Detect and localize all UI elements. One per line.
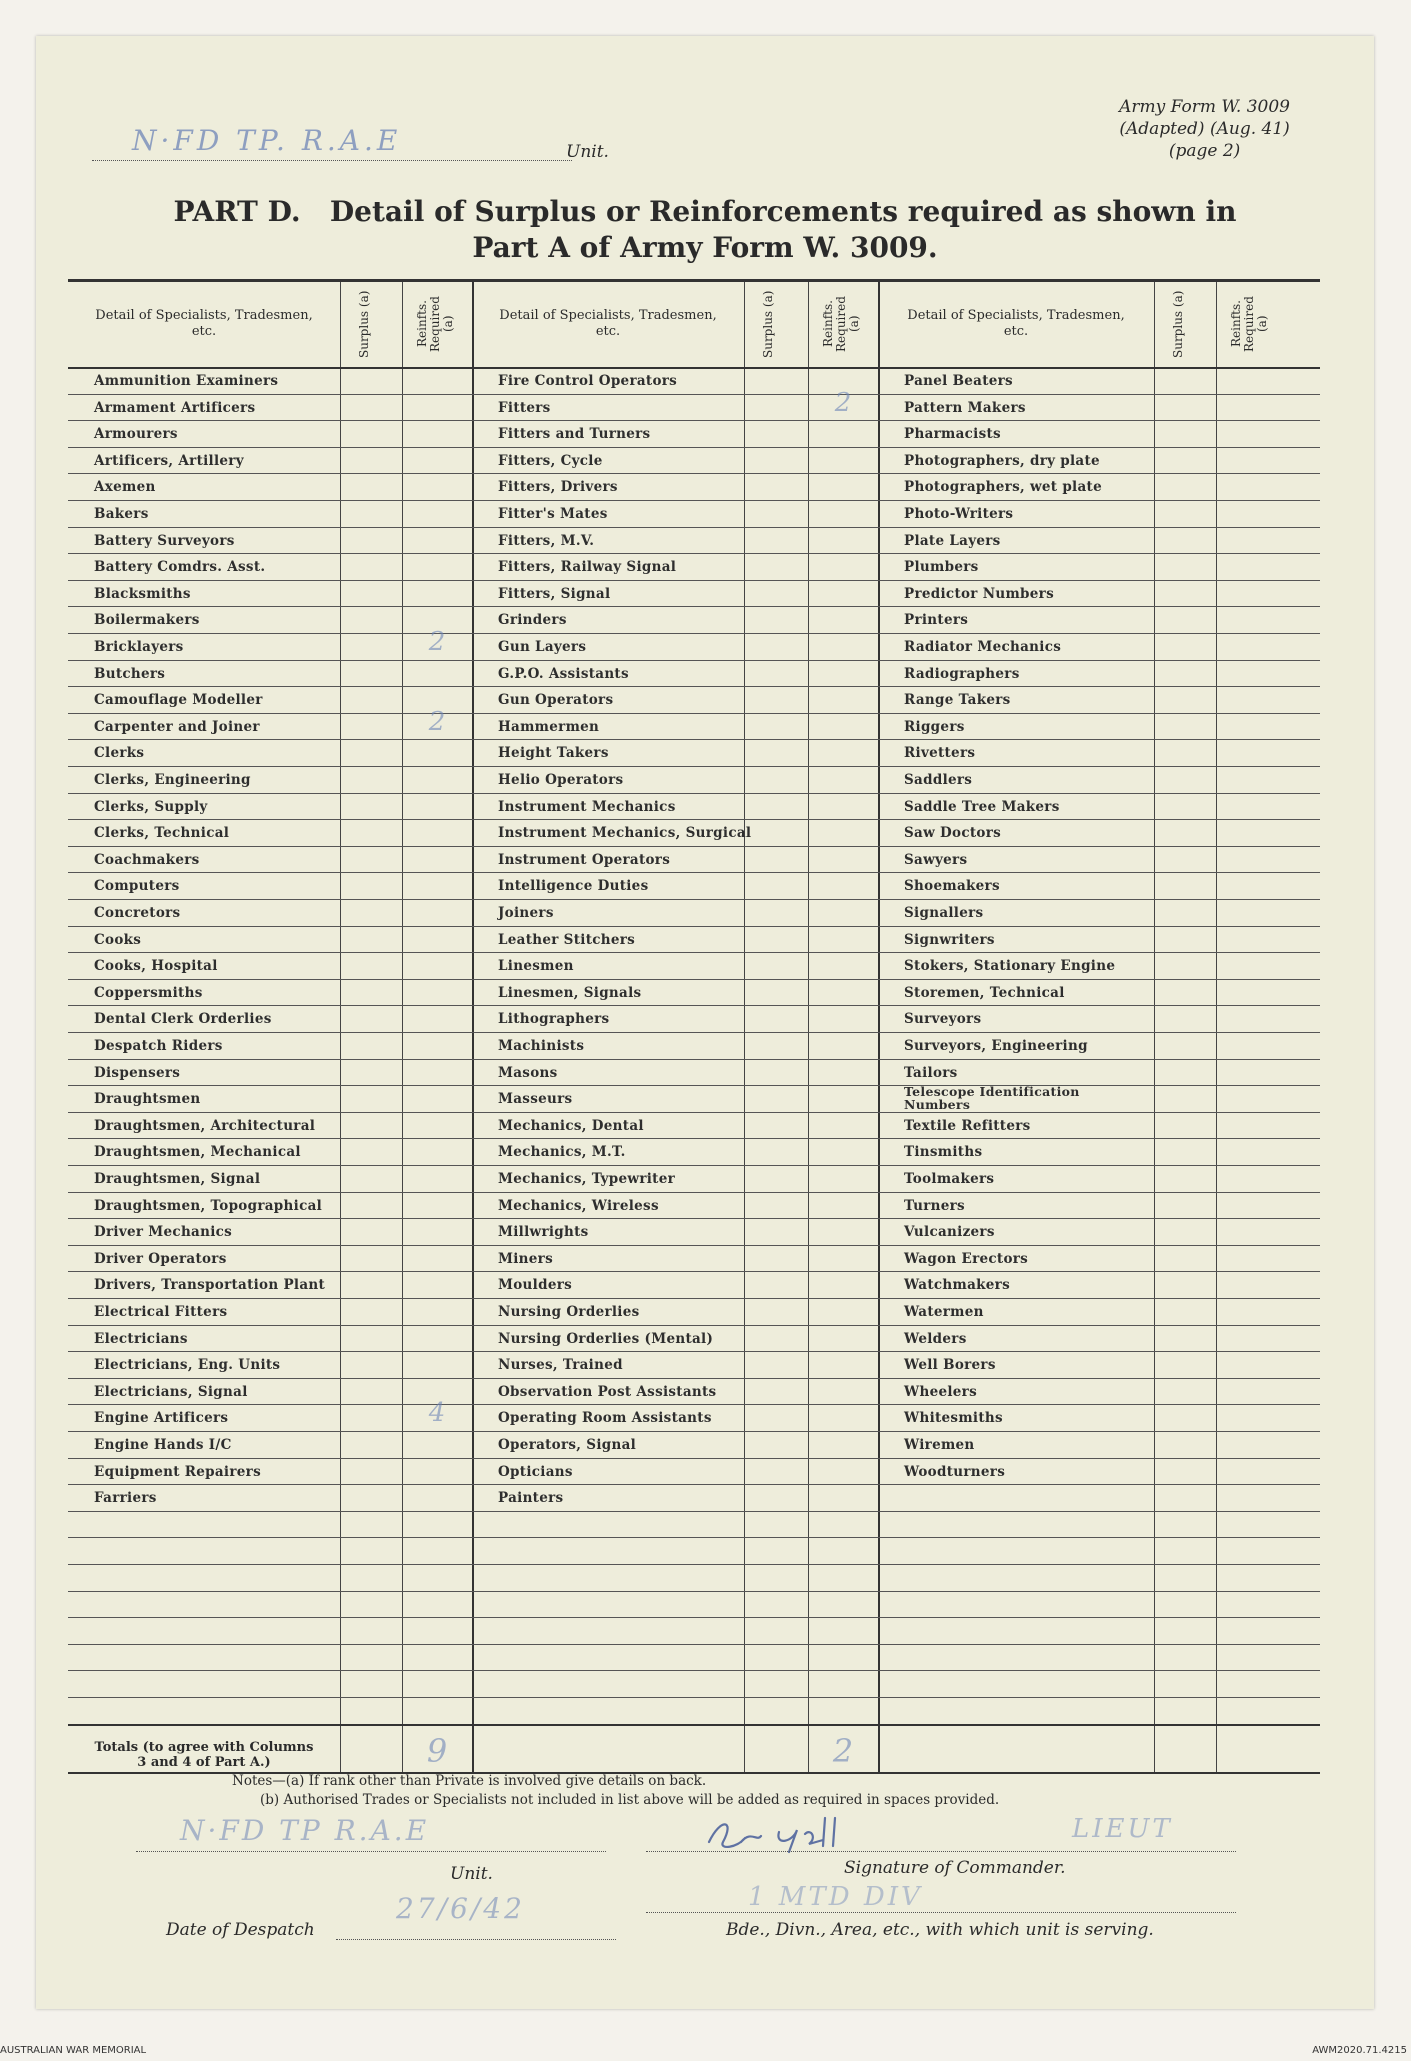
row-rule bbox=[68, 872, 1320, 873]
header-reinfts: Reinfts. Required (a) bbox=[1229, 296, 1269, 352]
list-item: Vulcanizers bbox=[904, 1224, 995, 1241]
list-item: Observation Post Assistants bbox=[498, 1383, 717, 1400]
list-item: Fitter's Mates bbox=[498, 506, 608, 522]
list-item: Gun Layers bbox=[498, 639, 587, 655]
header-detail: Detail of Specialists, Tradesmen, etc. bbox=[499, 308, 717, 339]
list-item: Dental Clerk Orderlies bbox=[94, 1011, 272, 1028]
signature-scribble bbox=[701, 1812, 851, 1856]
list-item: Nursing Orderlies bbox=[498, 1304, 640, 1320]
list-item: Nurses, Trained bbox=[498, 1357, 623, 1374]
row-rule bbox=[68, 580, 1320, 581]
list-item: Signwriters bbox=[904, 931, 995, 948]
list-item: Height Takers bbox=[498, 745, 609, 762]
list-item: Farriers bbox=[94, 1490, 157, 1507]
list-item: Concretors bbox=[94, 905, 181, 921]
unit-handwritten: N·FD TP. R.A.E bbox=[132, 124, 402, 157]
reinfts-entry: 2 bbox=[428, 627, 446, 657]
list-item: Wheelers bbox=[904, 1383, 977, 1400]
row-rule bbox=[68, 1670, 1320, 1671]
list-item: Surveyors, Engineering bbox=[904, 1038, 1088, 1054]
list-item: Instrument Mechanics, Surgical bbox=[498, 825, 752, 842]
row-rule bbox=[68, 979, 1320, 980]
list-item: Electricians, Eng. Units bbox=[94, 1357, 281, 1374]
form-sheet bbox=[36, 36, 1374, 2009]
list-item: Operators, Signal bbox=[498, 1437, 637, 1453]
row-rule bbox=[68, 1484, 1320, 1485]
row-rule bbox=[68, 1591, 1320, 1592]
list-item: Mechanics, Wireless bbox=[498, 1197, 659, 1214]
list-item: Saddle Tree Makers bbox=[904, 798, 1060, 815]
list-item: Electrical Fitters bbox=[94, 1304, 228, 1320]
list-item: Machinists bbox=[498, 1038, 585, 1054]
date-label: Date of Despatch bbox=[166, 1920, 315, 1940]
header-reinfts: Reinfts. Required (a) bbox=[415, 296, 455, 352]
header-detail: Detail of Specialists, Tradesmen, etc. bbox=[95, 308, 313, 339]
list-item: Clerks, Supply bbox=[94, 798, 208, 815]
row-rule bbox=[68, 1458, 1320, 1459]
list-item: Whitesmiths bbox=[904, 1410, 1003, 1427]
list-item: Grinders bbox=[498, 612, 567, 629]
total-reinfts: 2 bbox=[832, 1731, 854, 1770]
list-item: Draughtsmen, Mechanical bbox=[94, 1144, 301, 1161]
row-rule bbox=[68, 899, 1320, 900]
list-item: Saw Doctors bbox=[904, 825, 1002, 842]
row-rule bbox=[68, 1617, 1320, 1618]
column-divider bbox=[402, 282, 403, 1772]
commander-signature bbox=[701, 1812, 851, 1863]
reinfts-entry: 4 bbox=[428, 1398, 446, 1429]
list-item: Ammunition Examiners bbox=[94, 373, 279, 389]
row-rule bbox=[68, 1245, 1320, 1246]
specialists-table bbox=[68, 279, 1320, 1774]
signature-label: Signature of Commander. bbox=[844, 1858, 1066, 1878]
row-rule bbox=[68, 606, 1320, 607]
column-divider bbox=[744, 282, 745, 1772]
formation-line bbox=[646, 1912, 1236, 1913]
list-item: Instrument Mechanics bbox=[498, 798, 676, 815]
list-item: Equipment Repairers bbox=[94, 1463, 261, 1480]
list-item: Moulders bbox=[498, 1277, 573, 1294]
row-rule bbox=[68, 1059, 1320, 1060]
row-rule bbox=[68, 500, 1320, 501]
formation-label: Bde., Divn., Area, etc., with which unit is serving. bbox=[726, 1920, 1154, 1940]
column-divider bbox=[808, 282, 809, 1772]
list-item: Tailors bbox=[904, 1064, 958, 1081]
list-item: Cooks bbox=[94, 931, 142, 948]
list-item: Wagon Erectors bbox=[904, 1250, 1029, 1267]
list-item: Radiator Mechanics bbox=[904, 639, 1062, 655]
row-rule bbox=[68, 686, 1320, 687]
list-item: Painters bbox=[498, 1490, 564, 1507]
credit-left: AUSTRALIAN WAR MEMORIAL bbox=[0, 2045, 147, 2056]
row-rule bbox=[68, 1511, 1320, 1512]
list-item: Mechanics, M.T. bbox=[498, 1144, 626, 1161]
form-ref-line1: Army Form W. 3009 bbox=[1119, 97, 1290, 117]
list-item: Photographers, wet plate bbox=[904, 479, 1102, 496]
header-rule bbox=[68, 367, 1320, 369]
list-item: Rivetters bbox=[904, 745, 976, 762]
row-rule bbox=[68, 1138, 1320, 1139]
page-title bbox=[36, 194, 1374, 266]
reinfts-entry: 2 bbox=[428, 706, 446, 737]
column-divider bbox=[340, 282, 341, 1772]
list-item: Draughtsmen, Architectural bbox=[94, 1117, 316, 1134]
list-item: Masons bbox=[498, 1064, 558, 1081]
list-item: Carpenter and Joiner bbox=[94, 718, 260, 735]
list-item: Driver Mechanics bbox=[94, 1224, 233, 1241]
list-item: Turners bbox=[904, 1197, 965, 1214]
list-item: Operating Room Assistants bbox=[498, 1410, 712, 1427]
note-a: Notes—(a) If rank other than Private is involved give details on back. bbox=[232, 1773, 707, 1789]
row-rule bbox=[68, 553, 1320, 554]
signature-line bbox=[646, 1851, 1236, 1852]
list-item: Signallers bbox=[904, 905, 984, 921]
list-item: Draughtsmen, Topographical bbox=[94, 1197, 323, 1214]
row-rule bbox=[68, 394, 1320, 395]
list-item: Engine Artificers bbox=[94, 1410, 229, 1427]
list-item: Panel Beaters bbox=[904, 373, 1013, 389]
row-rule bbox=[68, 846, 1320, 847]
list-item: Electricians, Signal bbox=[94, 1383, 248, 1400]
row-rule bbox=[68, 527, 1320, 528]
list-item: Radiographers bbox=[904, 665, 1020, 682]
list-item: Stokers, Stationary Engine bbox=[904, 958, 1116, 975]
list-item: Mechanics, Dental bbox=[498, 1117, 644, 1134]
totals-label: Totals (to agree with Columns 3 and 4 of Part A.) bbox=[94, 1739, 314, 1770]
row-rule bbox=[68, 952, 1320, 953]
row-rule bbox=[68, 1431, 1320, 1432]
list-item: Joiners bbox=[498, 905, 554, 921]
list-item: G.P.O. Assistants bbox=[498, 665, 629, 682]
form-ref-line2: (Adapted) (Aug. 41) bbox=[1119, 119, 1290, 139]
list-item: Gun Operators bbox=[498, 692, 614, 709]
row-rule bbox=[68, 1351, 1320, 1352]
column-group-divider bbox=[878, 282, 880, 1772]
formation-handwritten: 1 MTD DIV bbox=[748, 1882, 923, 1912]
list-item: Clerks, Technical bbox=[94, 825, 230, 842]
list-item: Saddlers bbox=[904, 772, 973, 788]
header-surplus: Surplus (a) bbox=[761, 290, 775, 358]
title-line2: Part A of Army Form W. 3009. bbox=[472, 231, 938, 264]
footer-unit-handwritten: N·FD TP R.A.E bbox=[180, 1814, 430, 1847]
credit-right: AWM2020.71.4215 bbox=[1312, 2045, 1407, 2056]
list-item: Fire Control Operators bbox=[498, 373, 678, 389]
list-item: Draughtsmen, Signal bbox=[94, 1171, 261, 1187]
list-item: Predictor Numbers bbox=[904, 585, 1054, 602]
column-divider bbox=[1216, 282, 1217, 1772]
row-rule bbox=[68, 447, 1320, 448]
form-reference bbox=[1119, 96, 1290, 162]
list-item: Watermen bbox=[904, 1304, 984, 1320]
list-item: Hammermen bbox=[498, 718, 600, 735]
column-group-divider bbox=[472, 282, 474, 1772]
list-item: Drivers, Transportation Plant bbox=[94, 1277, 326, 1294]
list-item: Driver Operators bbox=[94, 1250, 227, 1267]
list-item: Photo-Writers bbox=[904, 506, 1014, 522]
row-rule bbox=[68, 1644, 1320, 1645]
date-handwritten: 27/6/42 bbox=[396, 1892, 525, 1925]
list-item: Computers bbox=[94, 878, 180, 895]
row-rule bbox=[68, 633, 1320, 634]
list-item: Coachmakers bbox=[94, 851, 200, 868]
list-item: Nursing Orderlies (Mental) bbox=[498, 1330, 714, 1347]
list-item: Textile Refitters bbox=[904, 1117, 1031, 1134]
list-item: Electricians bbox=[94, 1330, 188, 1347]
totals-rule bbox=[68, 1724, 1320, 1726]
list-item: Well Borers bbox=[904, 1357, 996, 1374]
list-item: Masseurs bbox=[498, 1091, 573, 1108]
list-item: Range Takers bbox=[904, 692, 1011, 709]
list-item: Photographers, dry plate bbox=[904, 452, 1100, 469]
column-divider bbox=[1154, 282, 1155, 1772]
list-item: Armourers bbox=[94, 426, 178, 443]
footer-unit-label: Unit. bbox=[450, 1864, 493, 1884]
list-item: Bricklayers bbox=[94, 639, 184, 655]
row-rule bbox=[68, 819, 1320, 820]
rank-handwritten: LIEUT bbox=[1072, 1814, 1173, 1844]
list-item: Leather Stitchers bbox=[498, 931, 636, 948]
list-item: Woodturners bbox=[904, 1463, 1006, 1480]
row-rule bbox=[68, 1404, 1320, 1405]
list-item: Lithographers bbox=[498, 1011, 610, 1028]
list-item: Fitters, Cycle bbox=[498, 452, 603, 469]
row-rule bbox=[68, 1271, 1320, 1272]
list-item: Surveyors bbox=[904, 1011, 982, 1028]
list-item: Plumbers bbox=[904, 559, 979, 576]
list-item: Boilermakers bbox=[94, 612, 200, 629]
row-rule bbox=[68, 766, 1320, 767]
row-rule bbox=[68, 1165, 1320, 1166]
list-item: Blacksmiths bbox=[94, 585, 191, 602]
list-item: Pattern Makers bbox=[904, 399, 1026, 416]
list-item: Printers bbox=[904, 612, 969, 629]
list-item: Linesmen bbox=[498, 958, 574, 975]
row-rule bbox=[68, 660, 1320, 661]
list-item: Intelligence Duties bbox=[498, 878, 649, 895]
row-rule bbox=[68, 793, 1320, 794]
list-item: Riggers bbox=[904, 718, 965, 735]
date-line bbox=[336, 1939, 616, 1940]
list-item: Storemen, Technical bbox=[904, 984, 1065, 1001]
header-reinfts: Reinfts. Required (a) bbox=[821, 296, 861, 352]
list-item: Mechanics, Typewriter bbox=[498, 1171, 676, 1187]
list-item: Cooks, Hospital bbox=[94, 958, 218, 975]
reinfts-entry: 2 bbox=[834, 387, 852, 418]
form-ref-line3: (page 2) bbox=[1168, 141, 1241, 161]
list-item: Helio Operators bbox=[498, 772, 624, 788]
row-rule bbox=[68, 1537, 1320, 1538]
list-item: Fitters, Railway Signal bbox=[498, 559, 677, 576]
list-item: Fitters, Drivers bbox=[498, 479, 618, 496]
list-item: Butchers bbox=[94, 665, 166, 682]
footer-unit-line bbox=[136, 1851, 606, 1852]
unit-line bbox=[92, 160, 572, 161]
list-item: Wiremen bbox=[904, 1437, 975, 1453]
header-surplus: Surplus (a) bbox=[1171, 290, 1185, 358]
list-item: Dispensers bbox=[94, 1064, 181, 1081]
row-rule bbox=[68, 420, 1320, 421]
list-item: Fitters bbox=[498, 399, 551, 416]
list-item: Armament Artificers bbox=[94, 399, 256, 416]
row-rule bbox=[68, 926, 1320, 927]
list-item: Camouflage Modeller bbox=[94, 692, 263, 709]
row-rule bbox=[68, 1218, 1320, 1219]
list-item: Tinsmiths bbox=[904, 1144, 983, 1161]
list-item: Telescope Identification Numbers bbox=[904, 1084, 1080, 1113]
list-item: Battery Comdrs. Asst. bbox=[94, 559, 266, 576]
row-rule bbox=[68, 1325, 1320, 1326]
list-item: Draughtsmen bbox=[94, 1091, 201, 1108]
list-item: Clerks, Engineering bbox=[94, 772, 251, 788]
list-item: Toolmakers bbox=[904, 1171, 995, 1187]
list-item: Fitters, Signal bbox=[498, 585, 611, 602]
list-item: Fitters, M.V. bbox=[498, 532, 595, 549]
row-rule bbox=[68, 473, 1320, 474]
list-item: Opticians bbox=[498, 1463, 573, 1480]
row-rule bbox=[68, 1697, 1320, 1698]
row-rule bbox=[68, 713, 1320, 714]
row-rule bbox=[68, 1564, 1320, 1565]
list-item: Shoemakers bbox=[904, 878, 1000, 895]
list-item: Coppersmiths bbox=[94, 984, 203, 1001]
total-reinfts: 9 bbox=[426, 1731, 448, 1770]
list-item: Instrument Operators bbox=[498, 851, 671, 868]
unit-label: Unit. bbox=[566, 142, 609, 162]
row-rule bbox=[68, 1298, 1320, 1299]
row-rule bbox=[68, 1005, 1320, 1006]
list-item: Miners bbox=[498, 1250, 553, 1267]
row-rule bbox=[68, 1192, 1320, 1193]
list-item: Fitters and Turners bbox=[498, 426, 651, 443]
row-rule bbox=[68, 1112, 1320, 1113]
list-item: Watchmakers bbox=[904, 1277, 1010, 1294]
row-rule bbox=[68, 1378, 1320, 1379]
row-rule bbox=[68, 1085, 1320, 1086]
row-rule bbox=[68, 739, 1320, 740]
note-b: (b) Authorised Trades or Specialists not included in list above will be added as required in spaces provided. bbox=[260, 1792, 1000, 1808]
list-item: Millwrights bbox=[498, 1224, 589, 1241]
header-surplus: Surplus (a) bbox=[357, 290, 371, 358]
list-item: Linesmen, Signals bbox=[498, 984, 642, 1001]
row-rule bbox=[68, 1032, 1320, 1033]
list-item: Clerks bbox=[94, 745, 145, 762]
header-detail: Detail of Specialists, Tradesmen, etc. bbox=[907, 308, 1125, 339]
list-item: Despatch Riders bbox=[94, 1038, 223, 1054]
list-item: Battery Surveyors bbox=[94, 532, 235, 549]
list-item: Axemen bbox=[94, 479, 156, 496]
list-item: Engine Hands I/C bbox=[94, 1437, 232, 1453]
list-item: Pharmacists bbox=[904, 426, 1001, 443]
list-item: Sawyers bbox=[904, 851, 968, 868]
list-item: Bakers bbox=[94, 506, 149, 522]
list-item: Welders bbox=[904, 1330, 967, 1347]
title-line1: PART D. Detail of Surplus or Reinforcements required as shown in bbox=[173, 195, 1237, 228]
list-item: Plate Layers bbox=[904, 532, 1001, 549]
list-item: Artificers, Artillery bbox=[94, 452, 244, 469]
